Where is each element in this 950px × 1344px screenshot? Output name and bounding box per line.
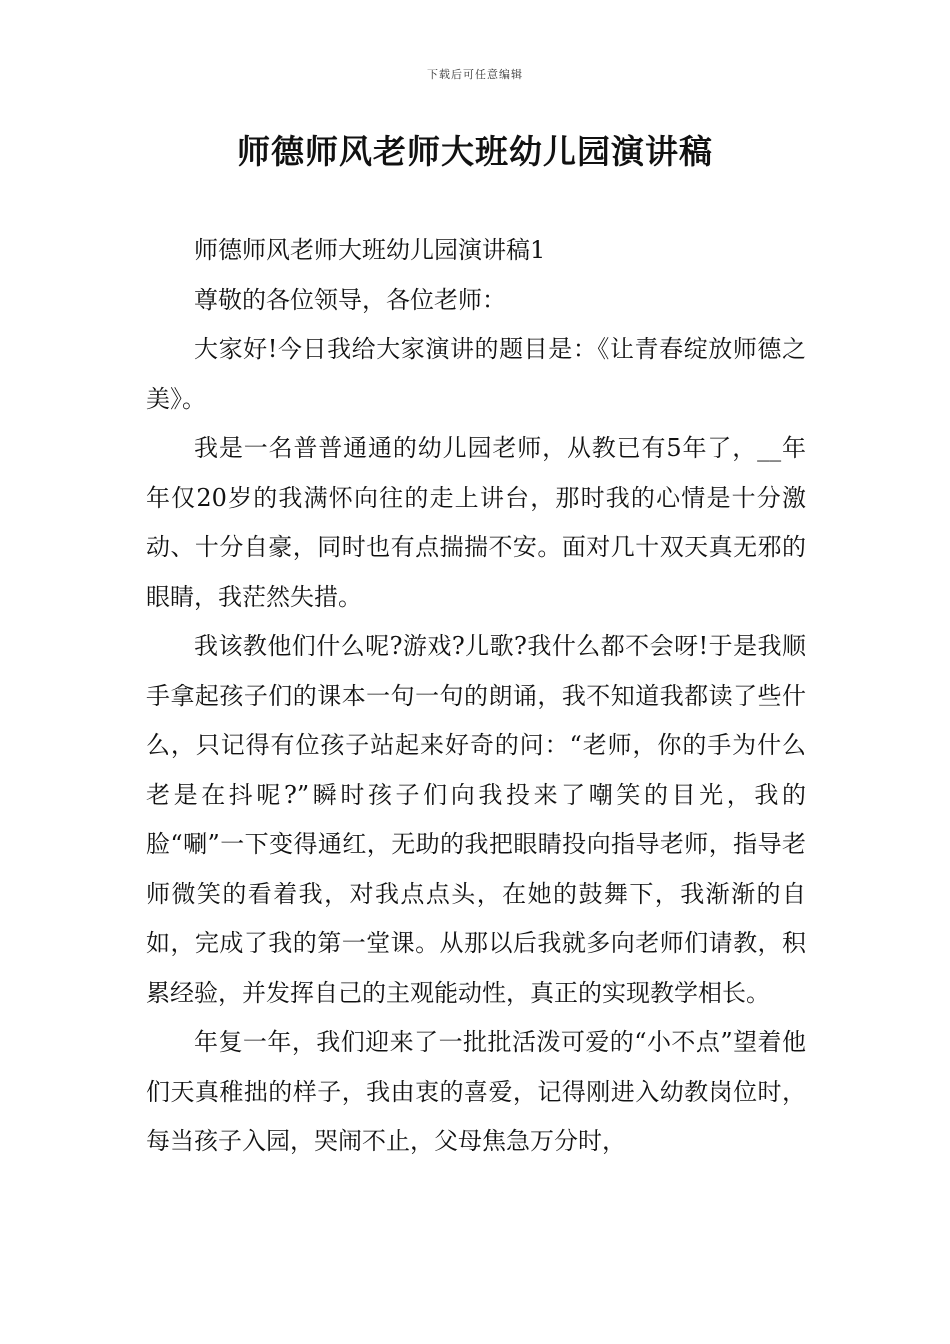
paragraph-subtitle: 师德师风老师大班幼儿园演讲稿1	[194, 236, 546, 264]
header-note: 下载后可任意编辑	[427, 68, 523, 81]
document-title: 师德师风老师大班幼儿园演讲稿	[237, 132, 713, 171]
paragraph-greeting: 大家好!今日我给大家演讲的题目是：《让青春绽放师德之美》。	[146, 335, 806, 413]
paragraph-first-lesson: 我该教他们什么呢?游戏?儿歌?我什么都不会呀!于是我顺手拿起孩子们的课本一句一句的朗诵，我不知道我都读了些什么，只记得有位孩子站起来好奇的问：“老师，你的手为什么老是在抖呢?”瞬时孩子们向我投来了嘲笑的目光，我的脸“唰”一下变得通红，无助的我把眼睛投向指导老师，指导老师微笑的看着我，对我点点头，在她的鼓舞下，我渐渐的自如，完成了我的第一堂课。从那以后我就多向老师们请教，积累经验，并发挥自己的主观能动性，真正的实现教学相长。	[146, 632, 806, 1007]
document-body	[146, 226, 806, 1167]
paragraph-salutation: 尊敬的各位领导，各位老师：	[194, 285, 506, 314]
paragraph-year-after-year: 年复一年，我们迎来了一批批活泼可爱的“小不点”望着他们天真稚拙的样子，我由衷的喜爱，记得刚进入幼教岗位时，每当孩子入园，哭闹不止，父母焦急万分时，	[146, 1028, 806, 1155]
paragraph-intro: 我是一名普普通通的幼儿园老师，从教已有5年了，__年年仅20岁的我满怀向往的走上讲台，那时我的心情是十分激动、十分自豪，同时也有点揣揣不安。面对几十双天真无邪的眼睛，我茫然失措。	[146, 434, 806, 611]
